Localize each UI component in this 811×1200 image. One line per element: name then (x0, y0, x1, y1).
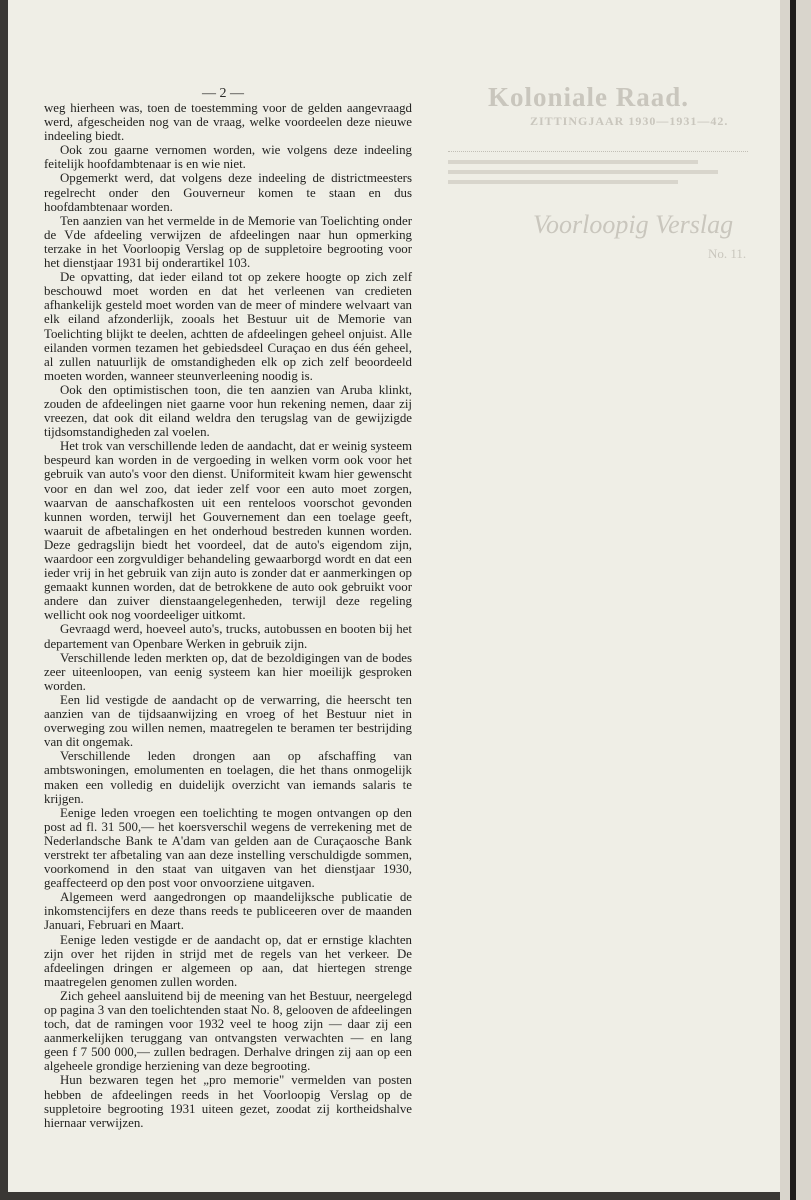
paragraph: Hun bezwaren tegen het „pro memorie" vermelden van posten hebben de afdeelingen reeds in het Voorloopig Verslag op de suppletoire begrooting 1931 uiteen gezet, zoodat zij kortheidshalve hiernaar verwijzen. (44, 1073, 412, 1130)
paragraph: Algemeen werd aangedrongen op maandelijksche publicatie de inkomstencijfers en deze thans reeds te publiceeren over de maanden Januari, Februari en Maart. (44, 890, 412, 933)
paragraph: Eenige leden vestigde er de aandacht op, dat er ernstige klachten zijn over het rijden in strijd met de regels van het verkeer. De afdeelingen dringen er algemeen op aan, dat hiertegen strenge maatregelen genomen zullen worden. (44, 932, 412, 989)
paragraph: Verschillende leden drongen aan op afschaffing van ambtswoningen, emolumenten en toelagen, die het thans onmogelijk maken een volledig en duidelijk overzicht van iemands salaris te krijgen. (44, 749, 412, 806)
showthrough-subtitle: ZITTINGJAAR 1930—1931—42. (530, 114, 729, 128)
paragraph: Opgemerkt werd, dat volgens deze indeeling de districtmeesters regelrecht onder den Gouverneur komen te staan en dus hoofdambtenaar worden. (44, 171, 412, 214)
paragraph: Gevraagd werd, hoeveel auto's, trucks, autobussen en booten bij het departement van Openbare Werken in gebruik zijn. (44, 622, 412, 651)
text-column (44, 101, 412, 1130)
showthrough-line (448, 180, 678, 184)
scan-edge-line (790, 0, 796, 1200)
showthrough-title: Koloniale Raad. (488, 82, 690, 112)
paragraph: Een lid vestigde de aandacht op de verwarring, die heerscht ten aanzien van de tijdsaanwijzing en vroeg of het Bestuur niet in overweging zou willen nemen, maatregelen te beramen ter bestrijding van dit ongemak. (44, 692, 412, 750)
paragraph: Eenige leden vroegen een toelichting te mogen ontvangen op den post ad fl. 31 500,— het koersverschil wegens de verrekening met de Nederlandsche Bank te A'dam van gelden aan de Curaçaosche Bank verstrekt ter afbetaling van aan deze instelling verschuldigde sommen, voorkomend in den staat van uitgaven van het dienstjaar 1930, geaffecteerd op den post voor onvoorziene uitgaven. (44, 805, 412, 891)
showthrough-number: No. 11. (708, 246, 747, 261)
showthrough-heading: Voorloopig Verslag (533, 210, 734, 239)
paragraph: Zich geheel aansluitend bij de meening van het Bestuur, neergelegd op pagina 3 van den toelichtenden staat No. 8, gelooven de afdeelingen toch, dat de ramingen voor 1932 veel te hoog zijn — daar zij een aanmerkelijken teruggang van ontvangsten verwachten — en lang geen f 7 500 000,— zullen bedragen. Derhalve dringen zij aan op een algeheele grondige herziening van deze begrooting. (44, 988, 412, 1074)
paragraph: Ook den optimistischen toon, die ten aanzien van Aruba klinkt, zouden de afdeelingen niet gaarne voor hun rekening nemen, daar zij vreezen, dat ook dit eiland weldra den terugslag van de gewijzigde tijdsomstandigheden zal voelen. (44, 382, 412, 440)
page-number: — 2 — (202, 86, 244, 101)
showthrough-line (448, 170, 718, 174)
document-page (8, 0, 780, 1192)
paragraph: Ook zou gaarne vernomen worden, wie volgens deze indeeling feitelijk hoofdambtenaar is en wie niet. (44, 143, 412, 172)
paragraph: De opvatting, dat ieder eiland tot op zekere hoogte op zich zelf beschouwd moet worden en dat het verleenen van credieten afhankelijk gesteld moet worden van de meer of mindere welvaart van elk eiland afzonderlijk, zooals het Bestuur uit de Memorie van Toelichting blijkt te deelen, achtten de afdeelingen geheel onjuist. Alle eilanden vormen tezamen het gebiedsdeel Curaçao en dus één geheel, al zullen natuurlijk de omstandigheden elk op zich zelf beoordeeld moeten worden, wanneer steunverleening noodig is. (44, 270, 412, 383)
paragraph: Verschillende leden merkten op, dat de bezoldigingen van de bodes zeer uiteenloopen, van eenig systeem kan hier moeilijk gesproken worden. (44, 650, 412, 693)
showthrough-rule (448, 151, 748, 152)
paragraph: weg hierheen was, toen de toestemming voor de gelden aangevraagd werd, afgescheiden nog van de vraag, welke voordeelen deze nieuwe indeeling biedt. (44, 101, 412, 144)
showthrough-line (448, 160, 698, 164)
paragraph: Ten aanzien van het vermelde in de Memorie van Toelichting onder de Vde afdeeling verwijzen de afdeelingen naar hun opmerking terzake in het Voorloopig Verslag op de suppletoire begrooting voor het dienstjaar 1931 bij onderartikel 103. (44, 213, 412, 271)
paragraph: Het trok van verschillende leden de aandacht, dat er weinig systeem bespeurd kan worden in de vergoeding in welken vorm ook voor het gebruik van auto's voor den dienst. Uniformiteit kwam hier gewenscht voor en dan wel zoo, dat ieder zelf voor een auto moet zorgen, waarvan de aanschafkosten uit een renteloos voorschot gevonden kunnen worden, terwijl het Gouvernement dan een toelage geeft, waaruit de afbetalingen en het onderhoud bestreden kunnen worden. Deze gedragslijn biedt het voordeel, dat de auto's eigendom zijn, waardoor een zorgvuldiger behandeling gewaarborgd wordt en dat een ieder vrij in het gebruik van zijn auto is zonder dat er aanmerkingen op gemaakt kunnen worden, dat de betrokkene de auto ook gebruikt voor andere dan zuiver dienstaangelegenheden, terwijl deze regeling wellicht ook nog voordeeliger uitkomt. (44, 439, 412, 623)
